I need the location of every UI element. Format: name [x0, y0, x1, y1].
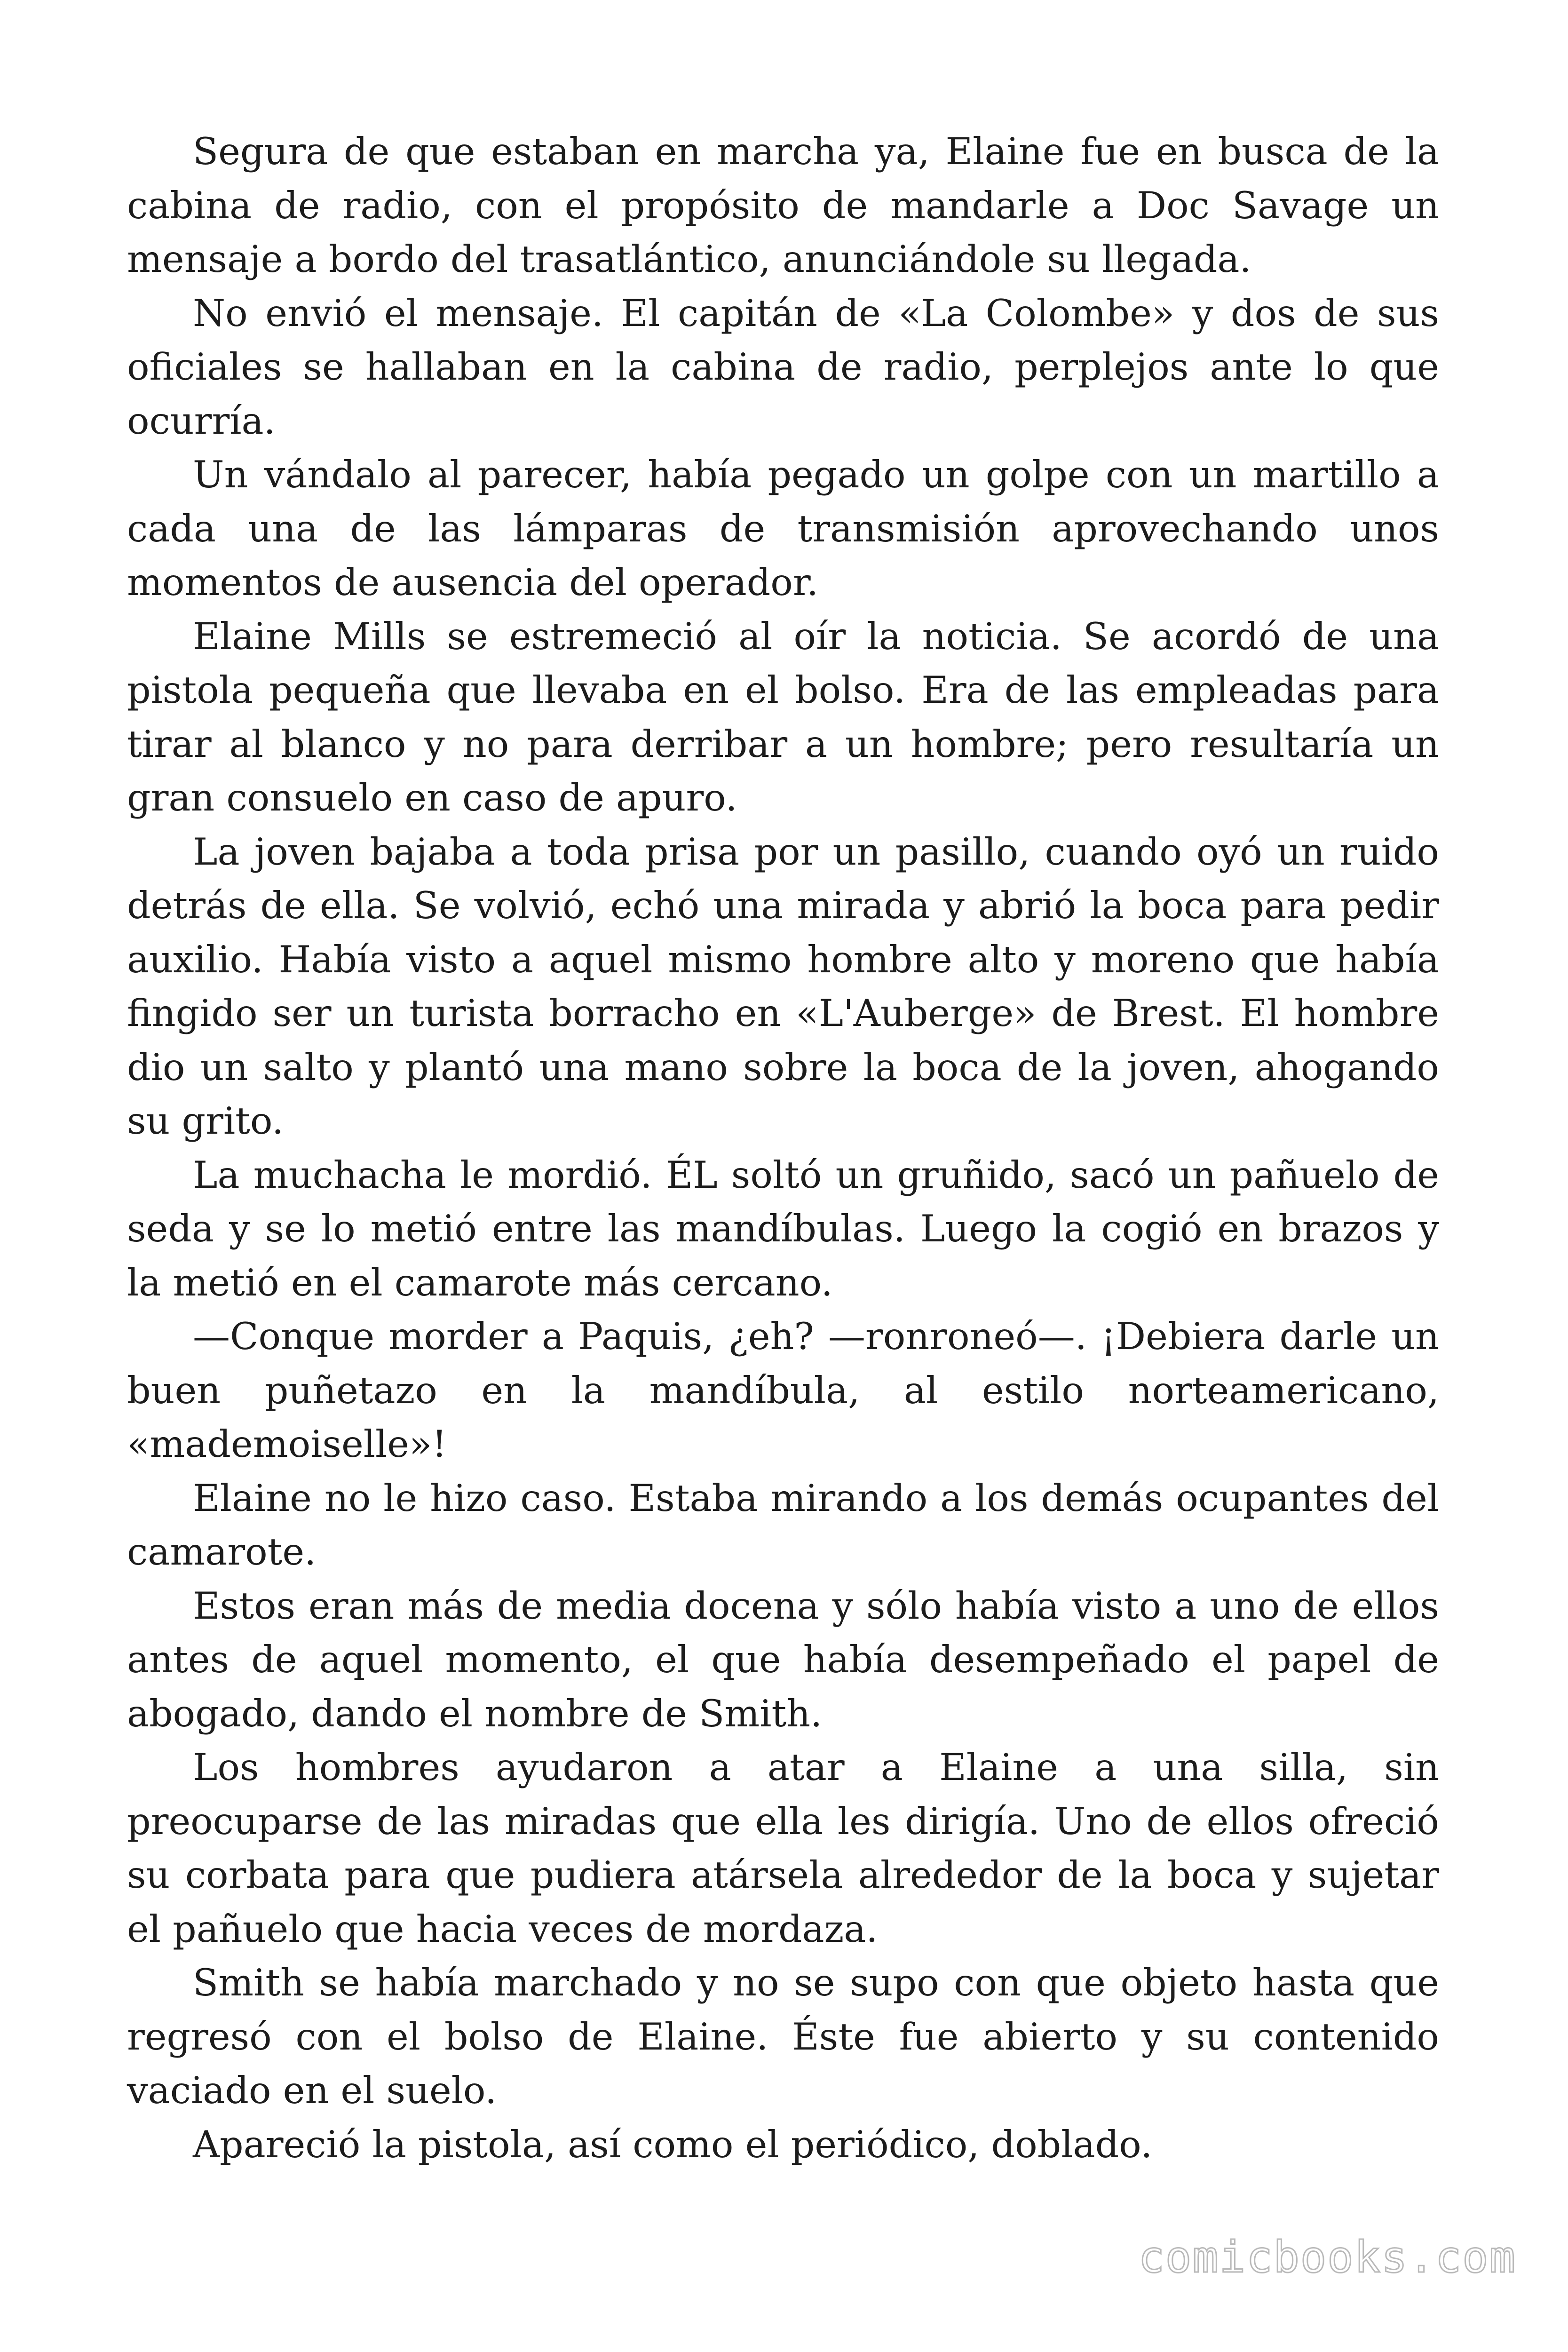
- body-text: [127, 125, 1439, 2171]
- paragraph: Los hombres ayudaron a atar a Elaine a una silla, sin preocuparse de las miradas que ella les dirigía. Uno de ellos ofreció su corbata para que pudiera atársela alrededor de la boca y sujetar el pañuelo que hacia veces de mordaza.: [127, 1746, 1439, 1951]
- paragraph: No envió el mensaje. El capitán de «La Colombe» y dos de sus oficiales se hallaban en la cabina de radio, perplejos ante lo que ocurría.: [127, 291, 1439, 443]
- paragraph: —Conque morder a Paquis, ¿eh? —ronroneó—. ¡Debiera darle un buen puñetazo en la mandíbula, al estilo norteamericano, «mademoiselle»!: [127, 1315, 1439, 1466]
- paragraph: Elaine no le hizo caso. Estaba mirando a los demás ocupantes del camarote.: [127, 1476, 1439, 1573]
- paragraph: Un vándalo al parecer, había pegado un golpe con un martillo a cada una de las lámparas de transmisión aprovechando unos momentos de ausencia del operador.: [127, 453, 1439, 604]
- watermark: comicbooks.com: [1138, 2232, 1516, 2282]
- paragraph: Estos eran más de media docena y sólo había visto a uno de ellos antes de aquel momento, el que había desempeñado el papel de abogado, dando el nombre de Smith.: [127, 1584, 1439, 1735]
- paragraph: Smith se había marchado y no se supo con que objeto hasta que regresó con el bolso de Elaine. Éste fue abierto y su contenido vaciado en el suelo.: [127, 1961, 1439, 2112]
- paragraph: Elaine Mills se estremeció al oír la noticia. Se acordó de una pistola pequeña que llevaba en el bolso. Era de las empleadas para tirar al blanco y no para derribar a un hombre; pero resultaría un gran consuelo en caso de apuro.: [127, 614, 1439, 819]
- paragraph: Segura de que estaban en marcha ya, Elaine fue en busca de la cabina de radio, con el propósito de mandarle a Doc Savage un mensaje a bordo del trasatlántico, anunciándole su llegada.: [127, 130, 1439, 281]
- paragraph: La muchacha le mordió. ÉL soltó un gruñido, sacó un pañuelo de seda y se lo metió entre las mandíbulas. Luego la cogió en brazos y la metió en el camarote más cercano.: [127, 1153, 1439, 1304]
- paragraph: La joven bajaba a toda prisa por un pasillo, cuando oyó un ruido detrás de ella. Se volvió, echó una mirada y abrió la boca para pedir auxilio. Había visto a aquel mismo hombre alto y moreno que había fingido ser un turista borracho en «L'Auberge» de Brest. El hombre dio un salto y plantó una mano sobre la boca de la joven, ahogando su grito.: [127, 830, 1439, 1143]
- paragraph: Apareció la pistola, así como el periódico, doblado.: [193, 2122, 1153, 2166]
